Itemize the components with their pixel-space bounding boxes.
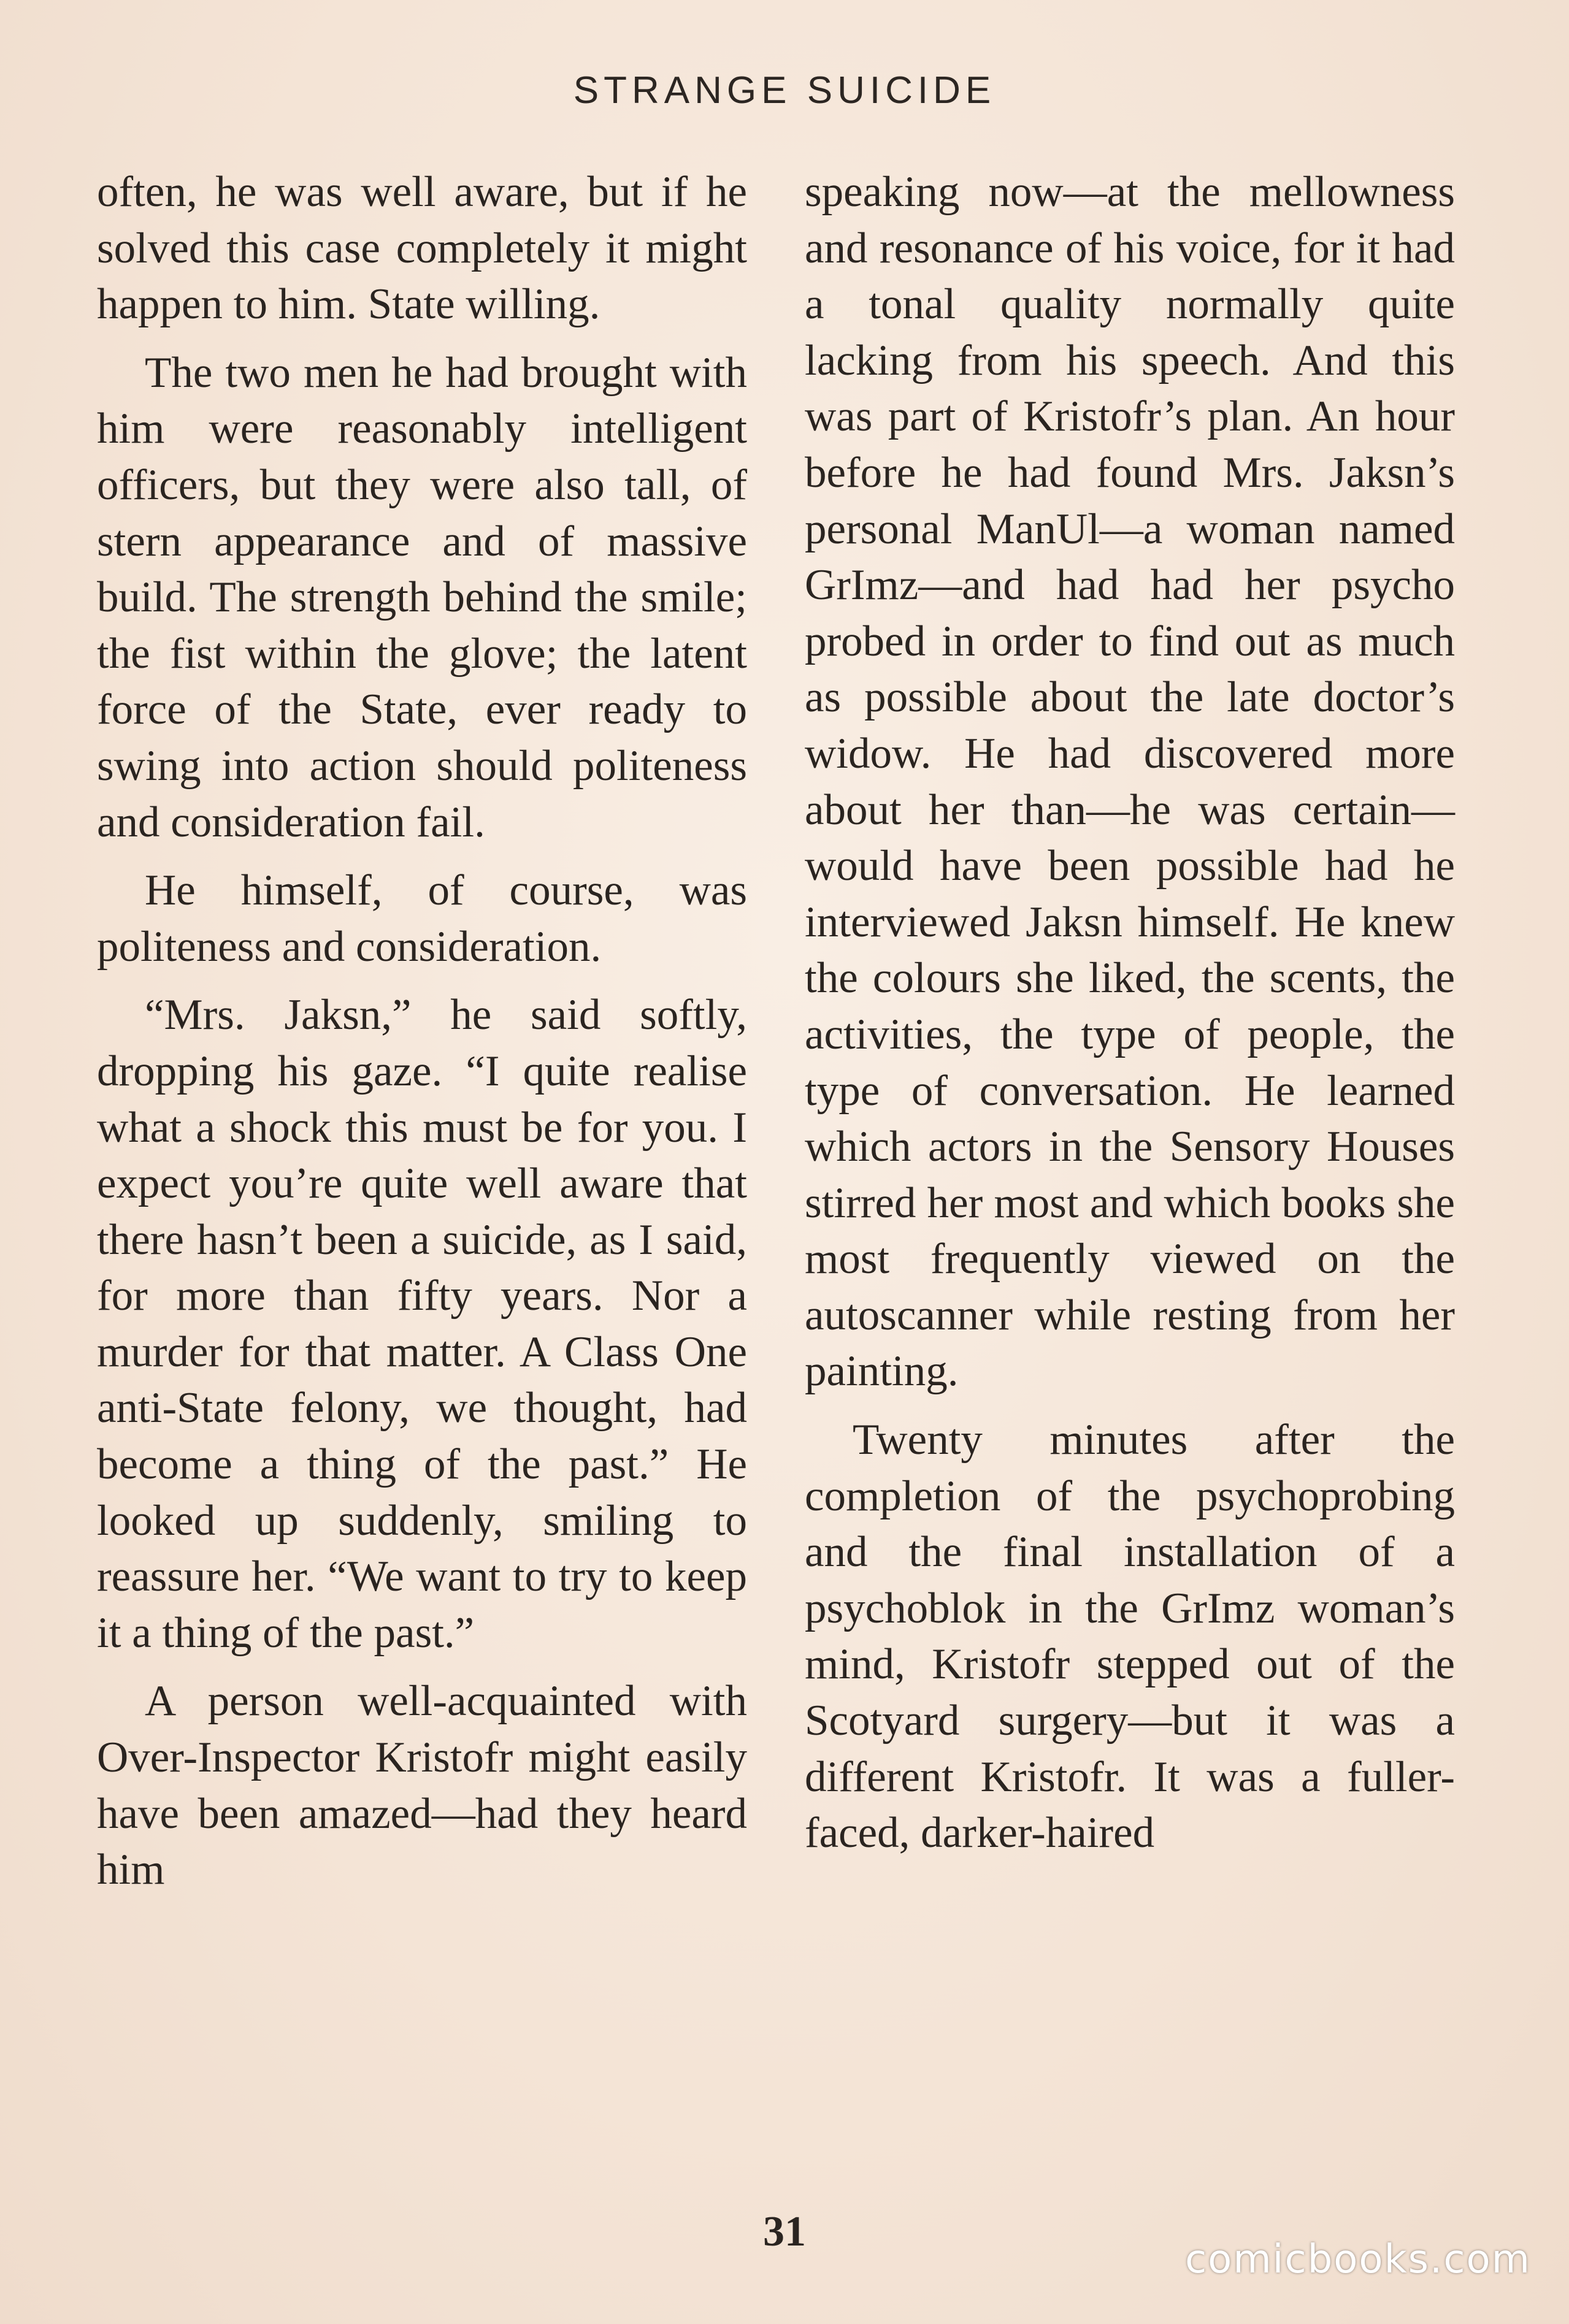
left-text-column [97,164,747,1911]
paragraph: “Mrs. Jaksn,” he said softly, dropping his gaze. “I quite realise what a shock this must be for you. I expect you’re quite well aware that there hasn’t been a suicide, as I said, for more than fifty years. Nor a murder for that matter. A Class One anti-State felony, we thought, had become a thing of the past.” He looked up suddenly, smiling to reassure her. “We want to try to keep it a thing of the past.” [97,991,747,1657]
running-title: STRANGE SUICIDE [573,69,996,112]
paragraph: often, he was well aware, but if he solved this case completely it might happen to him. State willing. [97,168,747,329]
paragraph: A person well-acquainted with Over-Inspector Kristofr might easily have been amazed—had they heard him [97,1677,747,1894]
right-text-column [805,164,1455,1874]
paragraph: The two men he had brought with him were reasonably intelligent officers, but they were also tall, of stern appearance and of massive build. The strength behind the smile; the fist within the glove; the latent force of the State, ever ready to swing into action should politeness and consideration fail. [97,348,747,846]
paragraph: speaking now—at the mellowness and resonance of his voice, for it had a tonal quality normally quite lacking from his speech. And this was part of Kristofr’s plan. An hour before he had found Mrs. Jaksn’s personal ManUl—a woman named GrImz—and had had her psycho probed in order to find out as much as possible about the late doctor’s widow. He had discovered more about her than—he was certain—would have been possible had he interviewed Jaksn himself. He knew the colours she liked, the scents, the activities, the type of people, the type of conversation. He learned which actors in the Sensory Houses stirred her most and which books she most frequently viewed on the autoscanner while resting from her painting. [805,168,1455,1396]
page-number: 31 [763,2208,806,2255]
paragraph: Twenty minutes after the completion of the psychoprobing and the final installation of a psychoblok in the GrImz woman’s mind, Kristofr stepped out of the Scotyard surgery—but it was a different Kristofr. It was a fuller-faced, darker-haired [805,1416,1455,1857]
site-watermark: comicbooks.com [1184,2237,1531,2282]
paragraph: He himself, of course, was politeness and consideration. [97,866,747,971]
